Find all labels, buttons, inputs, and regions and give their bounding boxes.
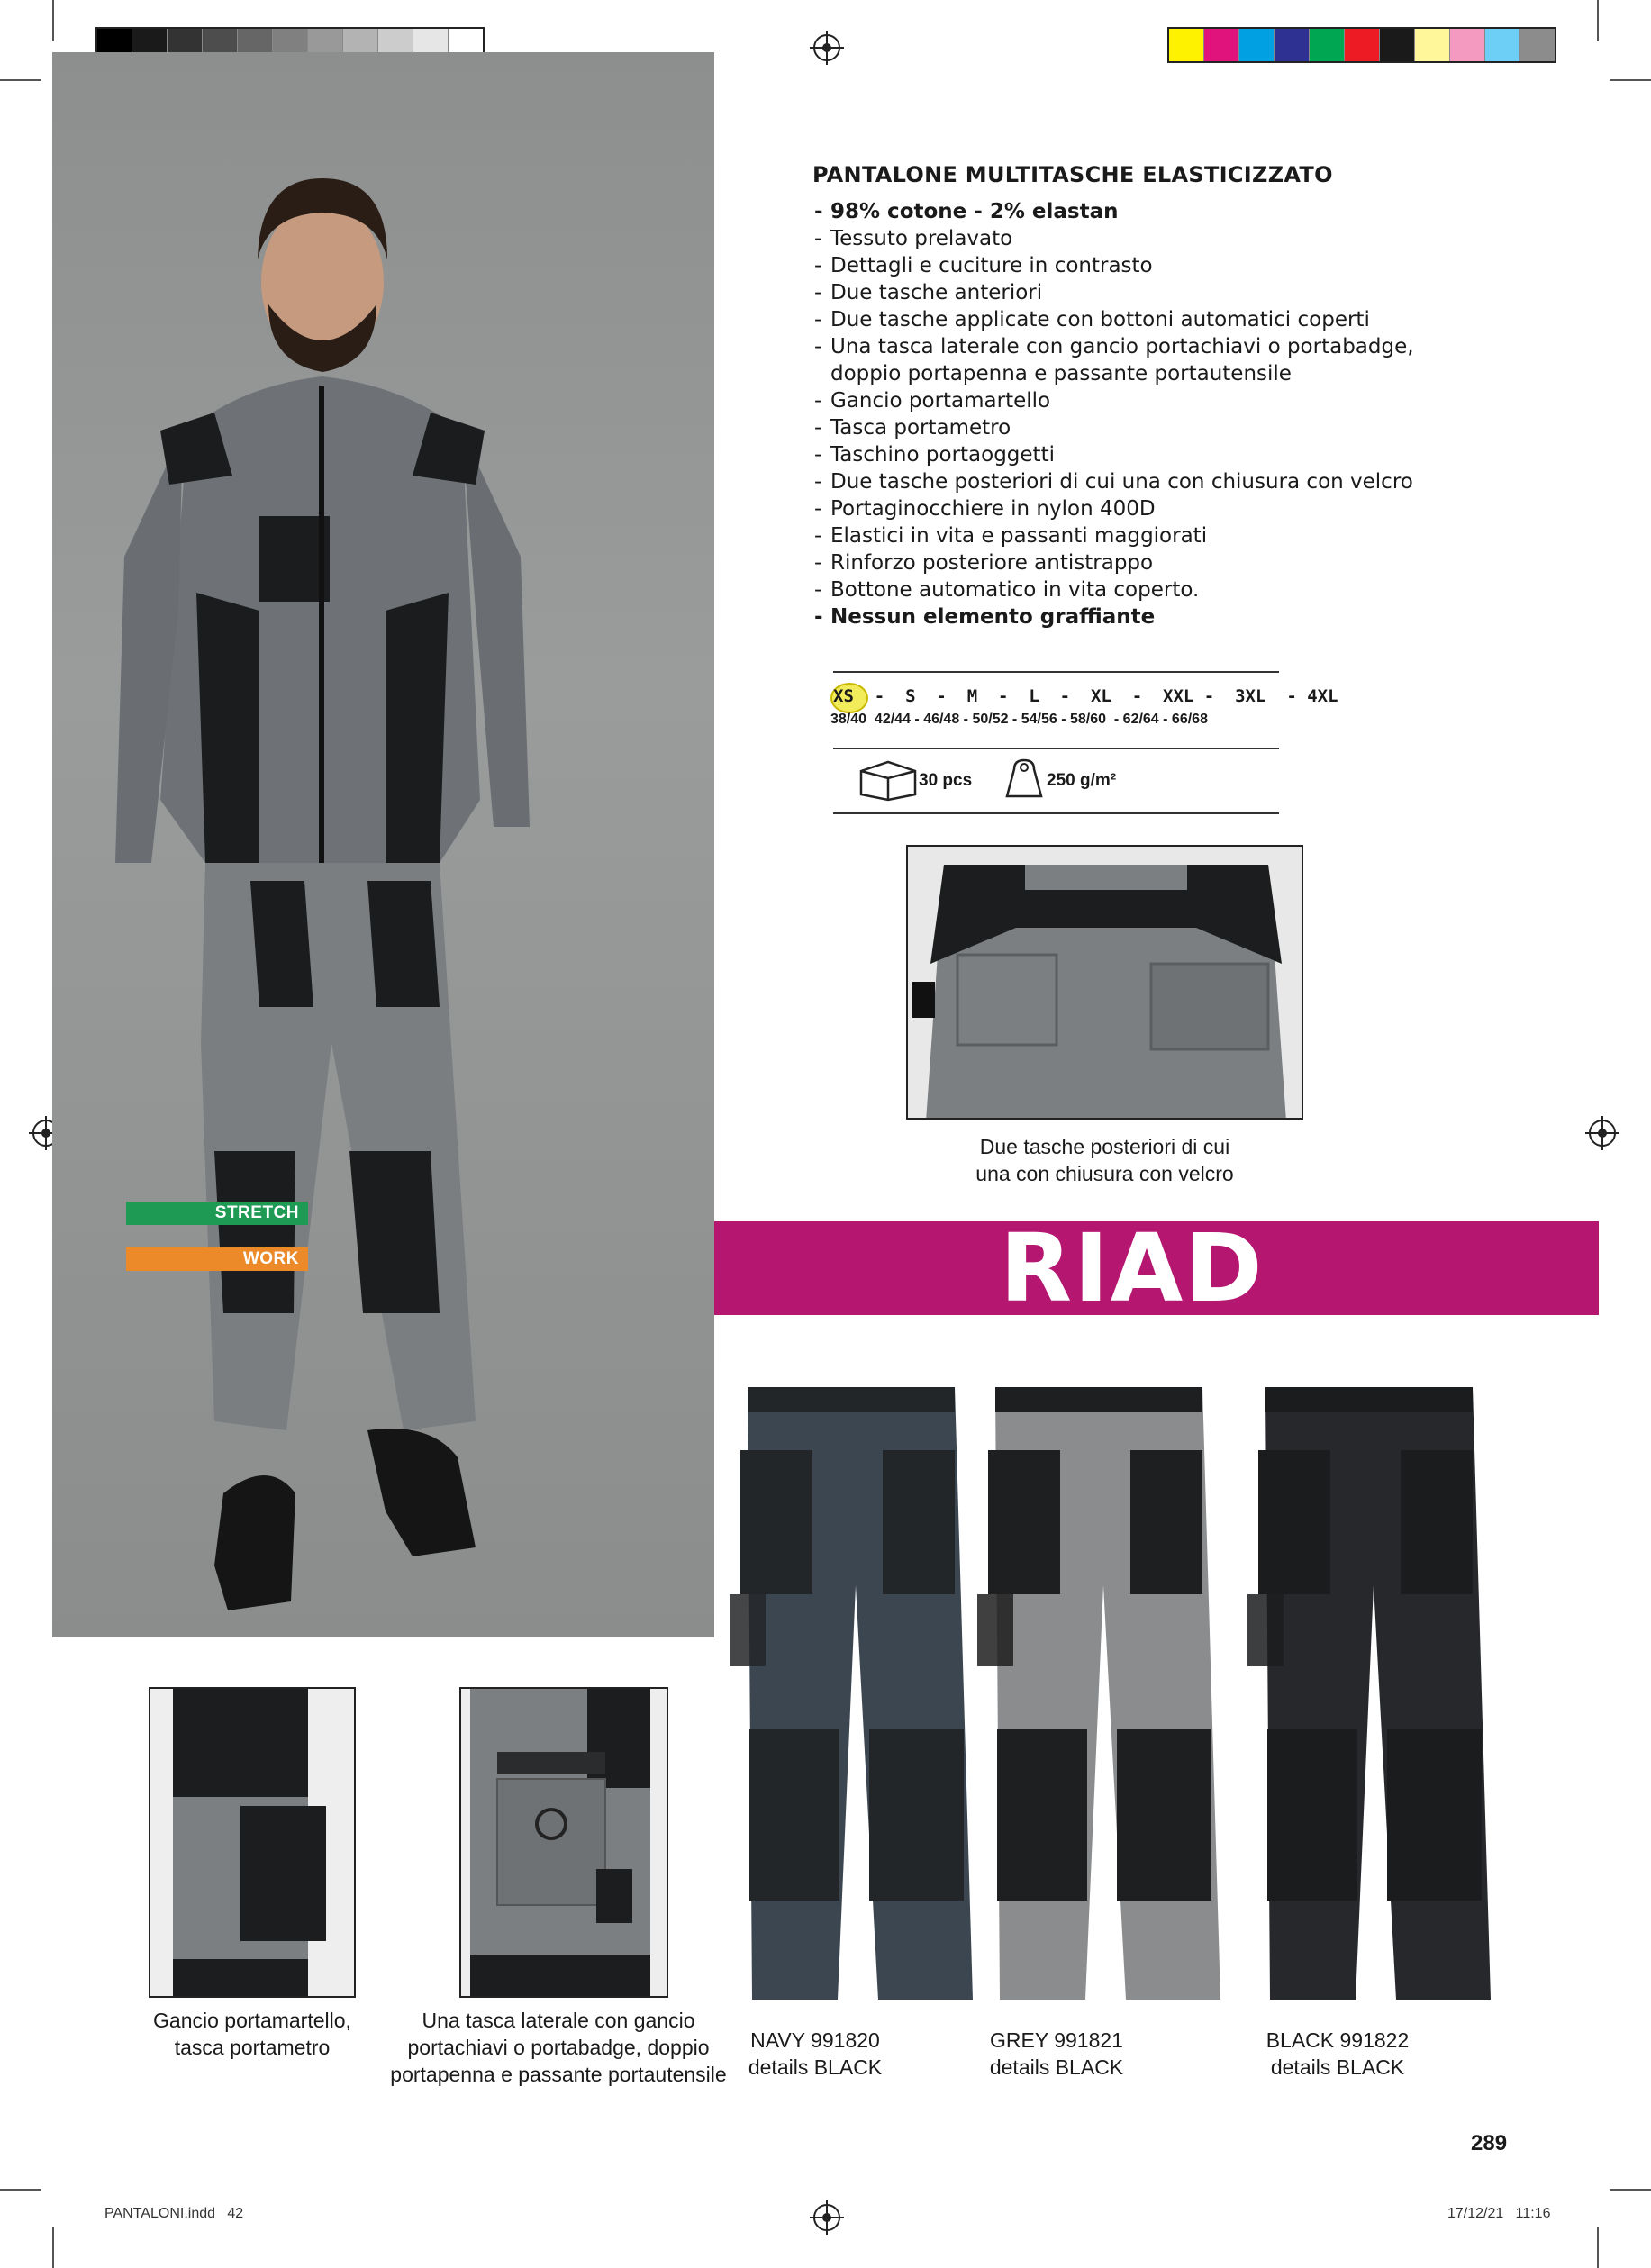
variant-trousers-image: [977, 1378, 1247, 2004]
feature-item: - Elastici in vita e passanti maggiorati: [812, 522, 1414, 549]
crop-mark: [52, 0, 54, 41]
box-icon: [857, 758, 919, 802]
variant-trousers-image: [730, 1378, 1000, 2004]
registration-mark-icon: [813, 2204, 840, 2231]
swatch: [1345, 29, 1380, 61]
feature-item: - Portaginocchiere in nylon 400D: [812, 495, 1414, 522]
crop-mark: [0, 2189, 41, 2191]
variant-details: details BLACK: [748, 2055, 883, 2079]
page-number: 289: [1471, 2131, 1508, 2155]
color-calibration-bar: [1167, 27, 1556, 63]
hammer-loop-photo: [149, 1687, 356, 1998]
swatch: [1485, 29, 1520, 61]
variant-color-code: GREY 991821: [990, 2028, 1123, 2052]
caption-line: portapenna e passante portautensile: [390, 2063, 727, 2086]
feature-item: doppio portapenna e passante portautensile: [830, 362, 1292, 386]
feature-item: - Tessuto prelavato: [812, 225, 1414, 252]
divider: [833, 748, 1279, 749]
variant-details: details BLACK: [989, 2055, 1124, 2079]
work-tag: WORK: [126, 1247, 308, 1271]
footer-filename: PANTALONI.indd 42: [104, 2206, 244, 2221]
worker-figure-illustration: [52, 52, 714, 1637]
variant-caption: [1234, 2027, 1441, 2081]
caption-line: Due tasche posteriori di cui: [979, 1135, 1230, 1158]
swatch: [1415, 29, 1450, 61]
feature-item: - Due tasche applicate con bottoni automatici coperti: [812, 306, 1414, 333]
hammer-loop-caption: [126, 2007, 378, 2061]
crop-mark: [1597, 2227, 1599, 2268]
swatch: [1450, 29, 1485, 61]
size-letters: XS - S - M - L - XL - XXL - 3XL - 4XL: [833, 686, 1338, 706]
crop-mark: [52, 2227, 54, 2268]
variant-caption: [712, 2027, 919, 2081]
caption-line: tasca portametro: [174, 2036, 331, 2059]
fabric-weight: 250 g/m²: [1047, 771, 1117, 790]
variant-color-code: BLACK 991822: [1265, 2028, 1410, 2052]
swatch: [1380, 29, 1415, 61]
caption-line: una con chiusura con velcro: [975, 1162, 1234, 1185]
feature-item: - Bottone automatico in vita coperto.: [812, 576, 1414, 603]
registration-mark-icon: [1589, 1120, 1616, 1147]
model-photo: [52, 52, 714, 1637]
registration-mark-icon: [813, 34, 840, 61]
swatch: [1275, 29, 1310, 61]
variant-color-code: NAVY 991820: [750, 2028, 880, 2052]
product-name: RIAD: [1000, 1213, 1265, 1323]
divider: [833, 812, 1279, 814]
variant-trousers-image: [1247, 1378, 1518, 2004]
pack-quantity: 30 pcs: [919, 771, 973, 790]
caption-line: portachiavi o portabadge, doppio: [407, 2036, 710, 2059]
feature-item: - Dettagli e cuciture in contrasto: [812, 252, 1414, 279]
variant-details: details BLACK: [1270, 2055, 1405, 2079]
footer-datetime: 17/12/21 11:16: [1447, 2206, 1551, 2221]
crop-mark: [0, 79, 41, 81]
feature-item: - Gancio portamartello: [812, 387, 1414, 414]
feature-item: - 98% cotone - 2% elastan: [812, 198, 1414, 225]
product-heading: PANTALONE MULTITASCHE ELASTICIZZATO: [812, 162, 1333, 187]
crop-mark: [1597, 0, 1599, 41]
swatch: [1520, 29, 1555, 61]
feature-item: - Rinforzo posteriore antistrappo: [812, 549, 1414, 576]
feature-list: [812, 198, 1414, 631]
size-numbers: 38/40 42/44 - 46/48 - 50/52 - 54/56 - 58/60 - 62/64 - 66/68: [830, 712, 1208, 727]
weight-icon: [1002, 758, 1047, 800]
back-pockets-caption: [906, 1133, 1303, 1187]
swatch: [1204, 29, 1239, 61]
crop-mark: [1610, 2189, 1651, 2191]
back-pockets-photo: [906, 845, 1303, 1120]
swatch: [1310, 29, 1345, 61]
feature-item: - Nessun elemento graffiante: [812, 603, 1414, 631]
stretch-tag: STRETCH: [126, 1202, 308, 1225]
feature-item: - Due tasche posteriori di cui una con chiusura con velcro: [812, 468, 1414, 495]
feature-item: - Taschino portaoggetti: [812, 441, 1414, 468]
feature-item: - Tasca portametro: [812, 414, 1414, 441]
crop-mark: [1610, 79, 1651, 81]
side-pocket-caption: [378, 2007, 739, 2088]
caption-line: Una tasca laterale con gancio: [422, 2009, 695, 2032]
caption-line: Gancio portamartello,: [153, 2009, 351, 2032]
feature-item: - Due tasche anteriori: [812, 279, 1414, 306]
swatch: [1169, 29, 1204, 61]
variant-caption: [953, 2027, 1160, 2081]
divider: [833, 671, 1279, 673]
feature-item: - Una tasca laterale con gancio portachiavi o portabadge,: [812, 333, 1414, 360]
swatch: [1239, 29, 1275, 61]
side-pocket-photo: [459, 1687, 668, 1998]
